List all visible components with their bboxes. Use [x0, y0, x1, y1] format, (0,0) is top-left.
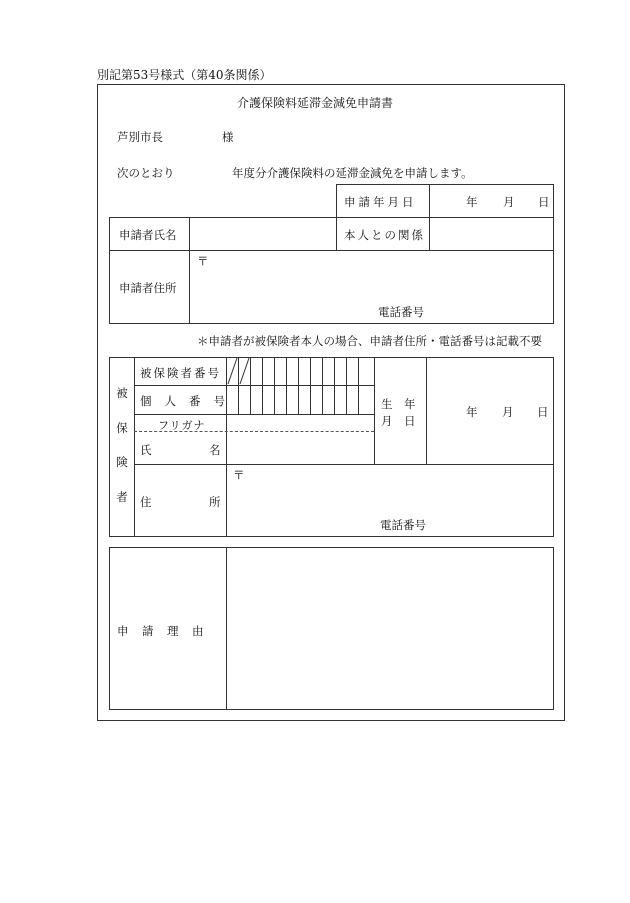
application-date-label: 申請年月日	[344, 195, 417, 209]
furigana-field[interactable]	[227, 416, 373, 430]
insured-address-label-1: 住	[140, 495, 152, 509]
birth-label-2: 月 日	[381, 414, 416, 428]
birth-label-1: 生 年	[381, 397, 416, 411]
insured-side-label: 被 保 険 者	[116, 386, 128, 504]
applicant-name-field[interactable]	[192, 219, 334, 249]
furigana-label: フリガナ	[158, 419, 206, 432]
insured-postal-mark: 〒	[233, 468, 245, 482]
insured-address-label-2: 所	[209, 495, 221, 509]
relation-field[interactable]	[432, 219, 552, 249]
birth-year-label[interactable]: 年	[466, 405, 478, 419]
birth-day-label[interactable]: 日	[537, 405, 549, 419]
intro-prefix: 次のとおり	[117, 166, 175, 180]
applicant-postal-mark: 〒	[197, 254, 209, 268]
insured-number-label: 被保険者番号	[140, 366, 221, 380]
form-style-number: 別記第53号様式（第40条関係）	[97, 68, 272, 82]
insured-number-field[interactable]	[226, 358, 374, 384]
form-title: 介護保険料延滞金減免申請書	[236, 96, 393, 110]
honorific: 様	[222, 130, 234, 144]
relation-label: 本人との関係	[344, 228, 425, 242]
applicant-address-field[interactable]	[192, 252, 552, 322]
applicant-note: ＊申請者が被保険者本人の場合、申請者住所・電話番号は記載不要	[197, 334, 542, 348]
personal-number-field[interactable]	[226, 387, 374, 413]
application-month-label[interactable]: 月	[503, 195, 515, 209]
insured-phone-label: 電話番号	[380, 518, 426, 532]
applicant-name-label: 申請者氏名	[119, 228, 177, 242]
reason-label: 申 請 理 由	[117, 624, 205, 638]
reason-field[interactable]	[228, 549, 552, 708]
insured-name-label-2: 名	[209, 443, 221, 457]
applicant-phone-label: 電話番号	[378, 305, 424, 319]
application-day-label[interactable]: 日	[538, 195, 550, 209]
application-year-label[interactable]: 年	[466, 195, 478, 209]
insured-name-label-1: 氏	[140, 443, 152, 457]
birth-month-label[interactable]: 月	[502, 405, 514, 419]
intro-suffix: 年度分介護保険料の延滞金減免を申請します。	[232, 166, 473, 180]
addressee: 芦別市長	[117, 130, 163, 144]
applicant-address-label: 申請者住所	[119, 281, 177, 295]
personal-number-label: 個人番号	[140, 394, 238, 408]
insured-name-field[interactable]	[227, 433, 373, 463]
